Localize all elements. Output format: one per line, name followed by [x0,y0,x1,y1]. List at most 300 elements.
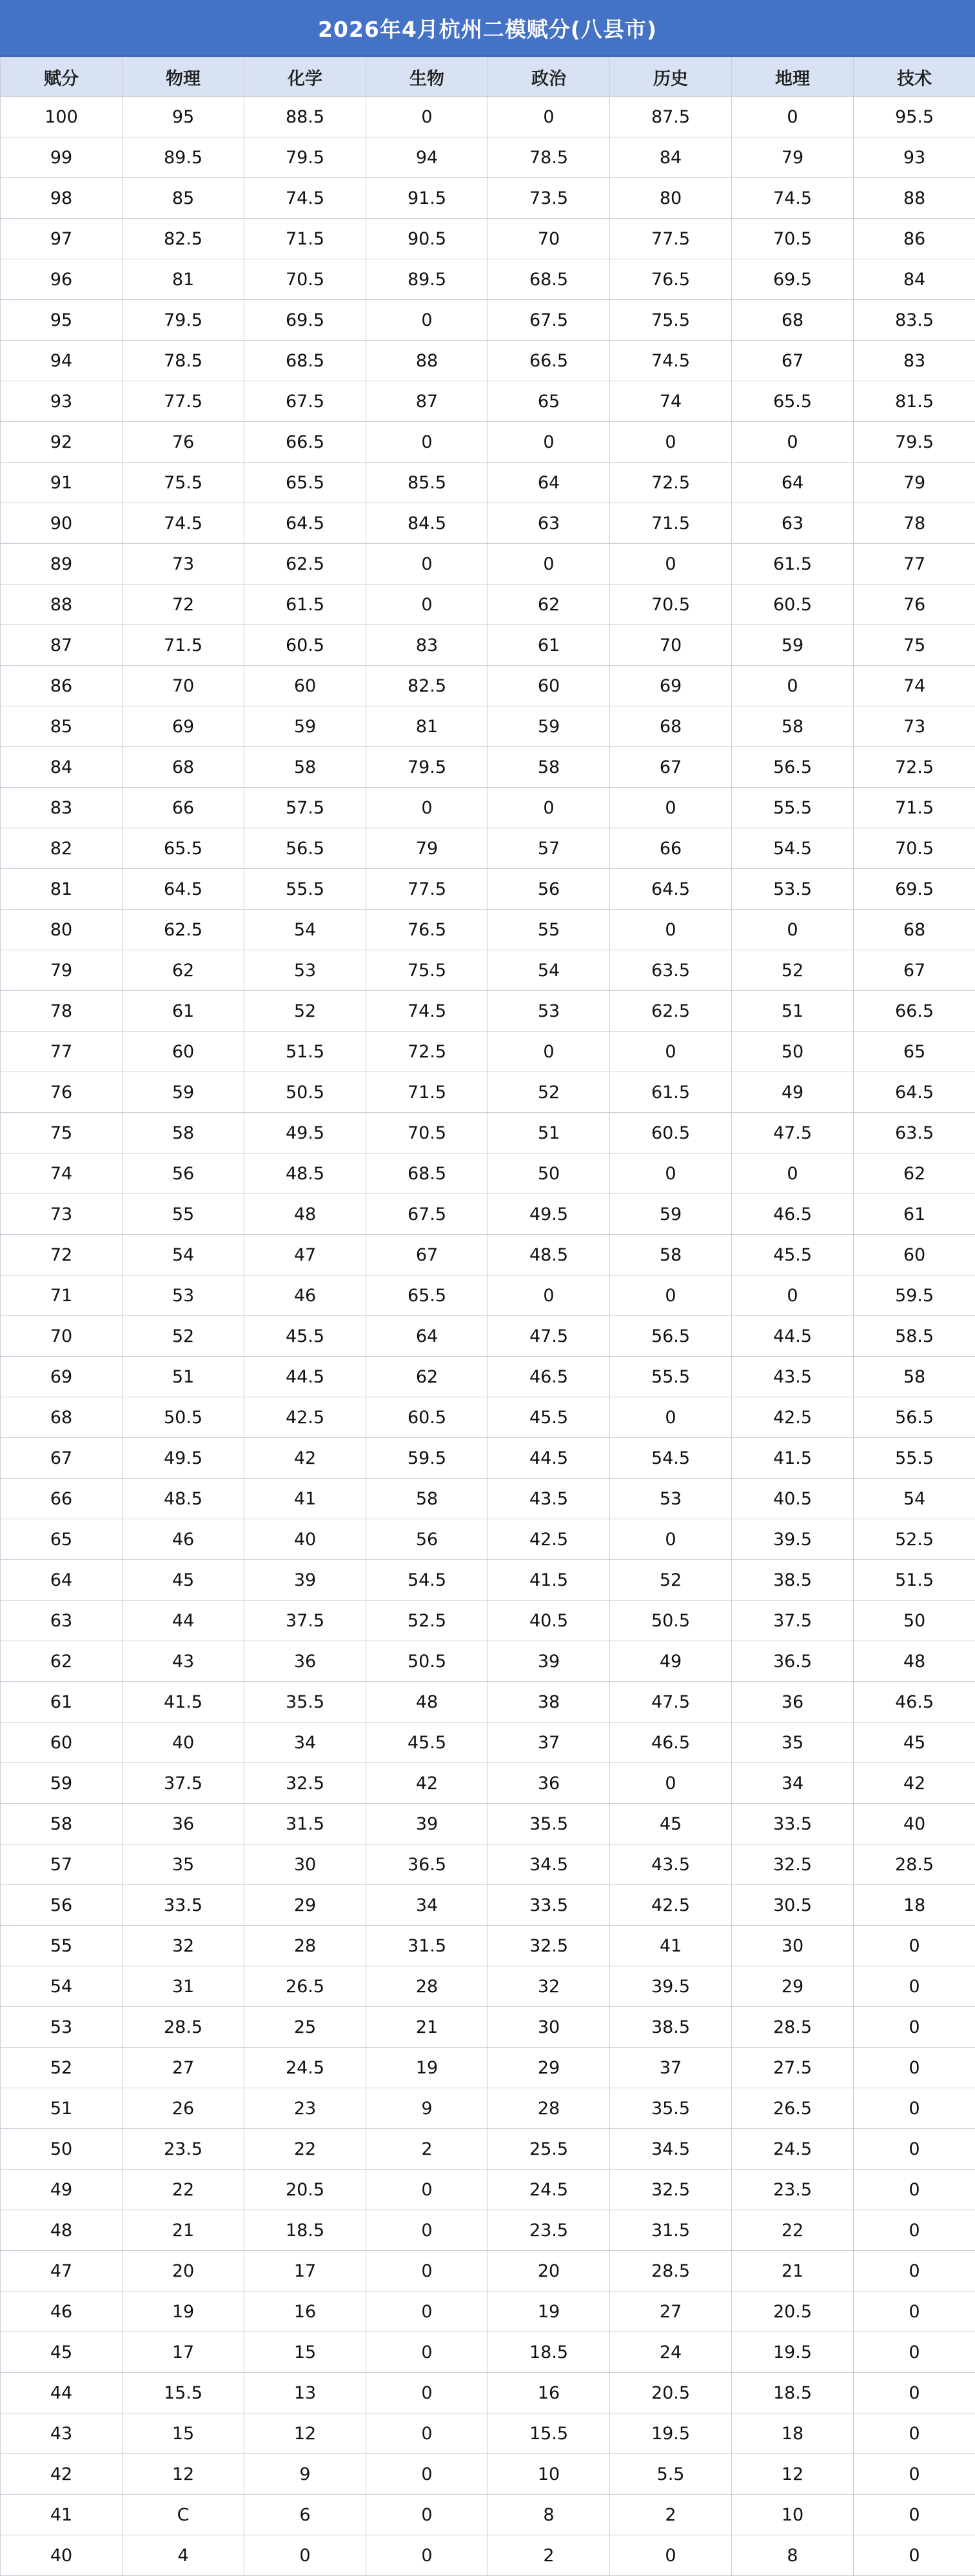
cell-geography: 79 [732,137,854,178]
cell-assigned-score: 82 [1,828,123,869]
cell-technology: 40 [854,1804,975,1844]
cell-politics: 49.5 [488,1194,610,1235]
cell-chemistry: 47 [244,1235,366,1275]
table-row [1,2210,975,2251]
cell-technology: 79 [854,463,975,503]
cell-assigned-score: 76 [1,1072,123,1113]
cell-history: 50.5 [610,1601,732,1641]
cell-politics: 54 [488,950,610,991]
cell-assigned-score: 67 [1,1438,123,1479]
table-row [1,178,975,219]
header-physics: 物理 [123,57,244,97]
table-row [1,706,975,747]
cell-geography: 8 [732,2535,854,2576]
cell-technology: 0 [854,2535,975,2576]
cell-politics: 28 [488,2088,610,2129]
table-row [1,666,975,706]
cell-physics: 79.5 [123,300,244,341]
cell-geography: 43.5 [732,1357,854,1397]
cell-assigned-score: 53 [1,2007,123,2048]
cell-chemistry: 9 [244,2454,366,2495]
cell-assigned-score: 86 [1,666,123,706]
cell-physics: 51 [123,1357,244,1397]
cell-technology: 95.5 [854,97,975,137]
cell-politics: 57 [488,828,610,869]
cell-biology: 39 [366,1804,488,1844]
cell-history: 72.5 [610,463,732,503]
cell-physics: 35 [123,1844,244,1885]
cell-physics: 46 [123,1519,244,1560]
cell-assigned-score: 62 [1,1641,123,1682]
cell-history: 31.5 [610,2210,732,2251]
table-row [1,1194,975,1235]
cell-chemistry: 69.5 [244,300,366,341]
cell-chemistry: 60 [244,666,366,706]
cell-history: 71.5 [610,503,732,544]
cell-history: 74 [610,381,732,422]
cell-politics: 65 [488,381,610,422]
cell-history: 0 [610,1153,732,1194]
cell-history: 0 [610,422,732,463]
cell-physics: 15.5 [123,2373,244,2413]
cell-history: 63.5 [610,950,732,991]
cell-politics: 16 [488,2373,610,2413]
cell-physics: 70 [123,666,244,706]
cell-history: 0 [610,1397,732,1438]
cell-chemistry: 65.5 [244,463,366,503]
cell-geography: 42.5 [732,1397,854,1438]
cell-politics: 67.5 [488,300,610,341]
table-row [1,97,975,137]
cell-geography: 68 [732,300,854,341]
cell-assigned-score: 47 [1,2251,123,2291]
cell-history: 39.5 [610,1966,732,2007]
cell-physics: 43 [123,1641,244,1682]
cell-physics: 65.5 [123,828,244,869]
cell-chemistry: 61.5 [244,584,366,625]
cell-history: 0 [610,910,732,950]
cell-technology: 46.5 [854,1682,975,1722]
cell-history: 47.5 [610,1682,732,1722]
cell-geography: 60.5 [732,584,854,625]
cell-geography: 0 [732,1153,854,1194]
cell-history: 34.5 [610,2129,732,2170]
cell-biology: 58 [366,1479,488,1519]
cell-chemistry: 42 [244,1438,366,1479]
cell-assigned-score: 99 [1,137,123,178]
cell-assigned-score: 88 [1,584,123,625]
cell-assigned-score: 43 [1,2413,123,2454]
cell-physics: 19 [123,2291,244,2332]
table-row [1,2170,975,2210]
cell-history: 64.5 [610,869,732,910]
cell-assigned-score: 46 [1,2291,123,2332]
cell-technology: 56.5 [854,1397,975,1438]
cell-technology: 64.5 [854,1072,975,1113]
cell-biology: 83 [366,625,488,666]
cell-chemistry: 15 [244,2332,366,2373]
cell-technology: 0 [854,2495,975,2535]
cell-assigned-score: 100 [1,97,123,137]
cell-biology: 0 [366,2332,488,2373]
cell-politics: 41.5 [488,1560,610,1601]
cell-assigned-score: 83 [1,788,123,828]
cell-physics: 31 [123,1966,244,2007]
cell-biology: 0 [366,2170,488,2210]
cell-assigned-score: 45 [1,2332,123,2373]
cell-chemistry: 56.5 [244,828,366,869]
cell-history: 24 [610,2332,732,2373]
cell-politics: 33.5 [488,1885,610,1926]
cell-politics: 70 [488,219,610,259]
cell-assigned-score: 50 [1,2129,123,2170]
cell-technology: 0 [854,2007,975,2048]
cell-assigned-score: 78 [1,991,123,1032]
cell-chemistry: 64.5 [244,503,366,544]
cell-geography: 34 [732,1763,854,1804]
cell-physics: 27 [123,2048,244,2088]
cell-politics: 46.5 [488,1357,610,1397]
cell-technology: 0 [854,2048,975,2088]
cell-technology: 54 [854,1479,975,1519]
cell-politics: 61 [488,625,610,666]
cell-geography: 18.5 [732,2373,854,2413]
table-row [1,2088,975,2129]
cell-chemistry: 40 [244,1519,366,1560]
table-row [1,1519,975,1560]
cell-technology: 0 [854,2129,975,2170]
cell-chemistry: 23 [244,2088,366,2129]
cell-physics: 48.5 [123,1479,244,1519]
cell-technology: 71.5 [854,788,975,828]
cell-technology: 72.5 [854,747,975,788]
cell-assigned-score: 75 [1,1113,123,1153]
cell-geography: 0 [732,666,854,706]
cell-politics: 47.5 [488,1316,610,1357]
cell-chemistry: 58 [244,747,366,788]
cell-geography: 24.5 [732,2129,854,2170]
cell-biology: 85.5 [366,463,488,503]
cell-biology: 0 [366,584,488,625]
cell-biology: 48 [366,1682,488,1722]
cell-politics: 19 [488,2291,610,2332]
cell-geography: 44.5 [732,1316,854,1357]
cell-chemistry: 79.5 [244,137,366,178]
cell-assigned-score: 58 [1,1804,123,1844]
cell-chemistry: 74.5 [244,178,366,219]
cell-chemistry: 57.5 [244,788,366,828]
cell-biology: 21 [366,2007,488,2048]
cell-politics: 24.5 [488,2170,610,2210]
cell-politics: 55 [488,910,610,950]
table-row [1,2291,975,2332]
cell-assigned-score: 41 [1,2495,123,2535]
cell-biology: 67 [366,1235,488,1275]
table-row [1,788,975,828]
header-assigned-score: 赋分 [1,57,123,97]
cell-politics: 56 [488,869,610,910]
cell-biology: 28 [366,1966,488,2007]
cell-biology: 0 [366,788,488,828]
cell-politics: 20 [488,2251,610,2291]
cell-politics: 73.5 [488,178,610,219]
cell-biology: 0 [366,2251,488,2291]
cell-technology: 28.5 [854,1844,975,1885]
cell-chemistry: 26.5 [244,1966,366,2007]
table-row [1,2495,975,2535]
cell-technology: 0 [854,2373,975,2413]
cell-assigned-score: 52 [1,2048,123,2088]
cell-history: 41 [610,1926,732,1966]
cell-assigned-score: 93 [1,381,123,422]
cell-geography: 63 [732,503,854,544]
cell-chemistry: 32.5 [244,1763,366,1804]
cell-chemistry: 28 [244,1926,366,1966]
cell-history: 32.5 [610,2170,732,2210]
cell-chemistry: 49.5 [244,1113,366,1153]
cell-politics: 59 [488,706,610,747]
cell-politics: 30 [488,2007,610,2048]
cell-biology: 54.5 [366,1560,488,1601]
cell-politics: 62 [488,584,610,625]
table-row [1,1438,975,1479]
cell-technology: 62 [854,1153,975,1194]
cell-chemistry: 51.5 [244,1032,366,1072]
cell-technology: 59.5 [854,1275,975,1316]
cell-politics: 15.5 [488,2413,610,2454]
table-row [1,1357,975,1397]
cell-geography: 27.5 [732,2048,854,2088]
cell-assigned-score: 84 [1,747,123,788]
cell-history: 54.5 [610,1438,732,1479]
cell-biology: 0 [366,2535,488,2576]
cell-history: 76.5 [610,259,732,300]
cell-history: 45 [610,1804,732,1844]
cell-technology: 76 [854,584,975,625]
cell-physics: 62 [123,950,244,991]
cell-chemistry: 41 [244,1479,366,1519]
cell-geography: 30 [732,1926,854,1966]
cell-history: 53 [610,1479,732,1519]
cell-chemistry: 62.5 [244,544,366,584]
cell-chemistry: 60.5 [244,625,366,666]
cell-assigned-score: 97 [1,219,123,259]
cell-history: 19.5 [610,2413,732,2454]
cell-chemistry: 46 [244,1275,366,1316]
cell-technology: 63.5 [854,1113,975,1153]
cell-physics: 40 [123,1722,244,1763]
cell-assigned-score: 68 [1,1397,123,1438]
cell-politics: 45.5 [488,1397,610,1438]
cell-physics: 45 [123,1560,244,1601]
table-row [1,1479,975,1519]
cell-history: 5.5 [610,2454,732,2495]
cell-assigned-score: 94 [1,341,123,381]
cell-technology: 83.5 [854,300,975,341]
cell-physics: 69 [123,706,244,747]
cell-biology: 0 [366,2454,488,2495]
cell-biology: 70.5 [366,1113,488,1153]
cell-technology: 69.5 [854,869,975,910]
cell-assigned-score: 95 [1,300,123,341]
table-row [1,1641,975,1682]
cell-technology: 84 [854,259,975,300]
cell-technology: 88 [854,178,975,219]
cell-politics: 52 [488,1072,610,1113]
cell-assigned-score: 54 [1,1966,123,2007]
cell-assigned-score: 91 [1,463,123,503]
cell-politics: 35.5 [488,1804,610,1844]
cell-physics: 76 [123,422,244,463]
cell-history: 55.5 [610,1357,732,1397]
cell-geography: 45.5 [732,1235,854,1275]
table-row [1,341,975,381]
cell-physics: 75.5 [123,463,244,503]
cell-technology: 52.5 [854,1519,975,1560]
cell-assigned-score: 61 [1,1682,123,1722]
cell-assigned-score: 42 [1,2454,123,2495]
cell-history: 56.5 [610,1316,732,1357]
cell-chemistry: 88.5 [244,97,366,137]
cell-technology: 0 [854,2291,975,2332]
table-row [1,1113,975,1153]
cell-politics: 18.5 [488,2332,610,2373]
cell-technology: 93 [854,137,975,178]
cell-politics: 38 [488,1682,610,1722]
cell-history: 20.5 [610,2373,732,2413]
cell-assigned-score: 49 [1,2170,123,2210]
cell-chemistry: 29 [244,1885,366,1926]
cell-history: 0 [610,788,732,828]
cell-biology: 94 [366,137,488,178]
cell-assigned-score: 79 [1,950,123,991]
cell-chemistry: 70.5 [244,259,366,300]
table-row [1,2413,975,2454]
cell-technology: 0 [854,2251,975,2291]
cell-history: 80 [610,178,732,219]
cell-technology: 65 [854,1032,975,1072]
cell-history: 0 [610,544,732,584]
cell-technology: 77 [854,544,975,584]
table-row [1,2454,975,2495]
cell-biology: 56 [366,1519,488,1560]
cell-technology: 83 [854,341,975,381]
cell-biology: 36.5 [366,1844,488,1885]
cell-biology: 0 [366,2291,488,2332]
cell-physics: 23.5 [123,2129,244,2170]
cell-politics: 66.5 [488,341,610,381]
cell-physics: 28.5 [123,2007,244,2048]
cell-politics: 53 [488,991,610,1032]
cell-chemistry: 48.5 [244,1153,366,1194]
cell-history: 59 [610,1194,732,1235]
cell-geography: 0 [732,97,854,137]
cell-assigned-score: 60 [1,1722,123,1763]
cell-geography: 28.5 [732,2007,854,2048]
cell-history: 62.5 [610,991,732,1032]
table-row [1,828,975,869]
table-row [1,2129,975,2170]
cell-geography: 19.5 [732,2332,854,2373]
cell-physics: 77.5 [123,381,244,422]
cell-biology: 79 [366,828,488,869]
cell-history: 84 [610,137,732,178]
cell-geography: 50 [732,1032,854,1072]
cell-technology: 51.5 [854,1560,975,1601]
cell-biology: 76.5 [366,910,488,950]
cell-politics: 48.5 [488,1235,610,1275]
cell-technology: 0 [854,1926,975,1966]
cell-technology: 0 [854,2454,975,2495]
cell-physics: 37.5 [123,1763,244,1804]
cell-physics: 74.5 [123,503,244,544]
cell-geography: 49 [732,1072,854,1113]
table-row [1,1601,975,1641]
table-row [1,950,975,991]
cell-history: 52 [610,1560,732,1601]
cell-chemistry: 39 [244,1560,366,1601]
cell-assigned-score: 77 [1,1032,123,1072]
cell-biology: 62 [366,1357,488,1397]
table-row [1,1397,975,1438]
cell-physics: 22 [123,2170,244,2210]
cell-biology: 34 [366,1885,488,1926]
header-history: 历史 [610,57,732,97]
cell-politics: 40.5 [488,1601,610,1641]
cell-physics: 26 [123,2088,244,2129]
cell-physics: 73 [123,544,244,584]
cell-history: 68 [610,706,732,747]
cell-biology: 90.5 [366,219,488,259]
table-row [1,2373,975,2413]
cell-politics: 23.5 [488,2210,610,2251]
cell-geography: 55.5 [732,788,854,828]
cell-chemistry: 55.5 [244,869,366,910]
cell-geography: 40.5 [732,1479,854,1519]
cell-politics: 32 [488,1966,610,2007]
table-row [1,625,975,666]
cell-geography: 56.5 [732,747,854,788]
table-row [1,1763,975,1804]
cell-technology: 50 [854,1601,975,1641]
table-row [1,2332,975,2373]
cell-history: 77.5 [610,219,732,259]
cell-geography: 21 [732,2251,854,2291]
table-row [1,747,975,788]
cell-history: 27 [610,2291,732,2332]
table-row [1,991,975,1032]
cell-politics: 78.5 [488,137,610,178]
cell-assigned-score: 64 [1,1560,123,1601]
cell-history: 60.5 [610,1113,732,1153]
cell-physics: 72 [123,584,244,625]
cell-history: 2 [610,2495,732,2535]
cell-history: 0 [610,1275,732,1316]
cell-physics: 85 [123,178,244,219]
cell-biology: 0 [366,422,488,463]
cell-history: 43.5 [610,1844,732,1885]
cell-assigned-score: 92 [1,422,123,463]
cell-politics: 8 [488,2495,610,2535]
cell-chemistry: 59 [244,706,366,747]
cell-politics: 63 [488,503,610,544]
cell-assigned-score: 70 [1,1316,123,1357]
cell-chemistry: 22 [244,2129,366,2170]
cell-geography: 61.5 [732,544,854,584]
cell-biology: 59.5 [366,1438,488,1479]
cell-geography: 26.5 [732,2088,854,2129]
cell-geography: 23.5 [732,2170,854,2210]
